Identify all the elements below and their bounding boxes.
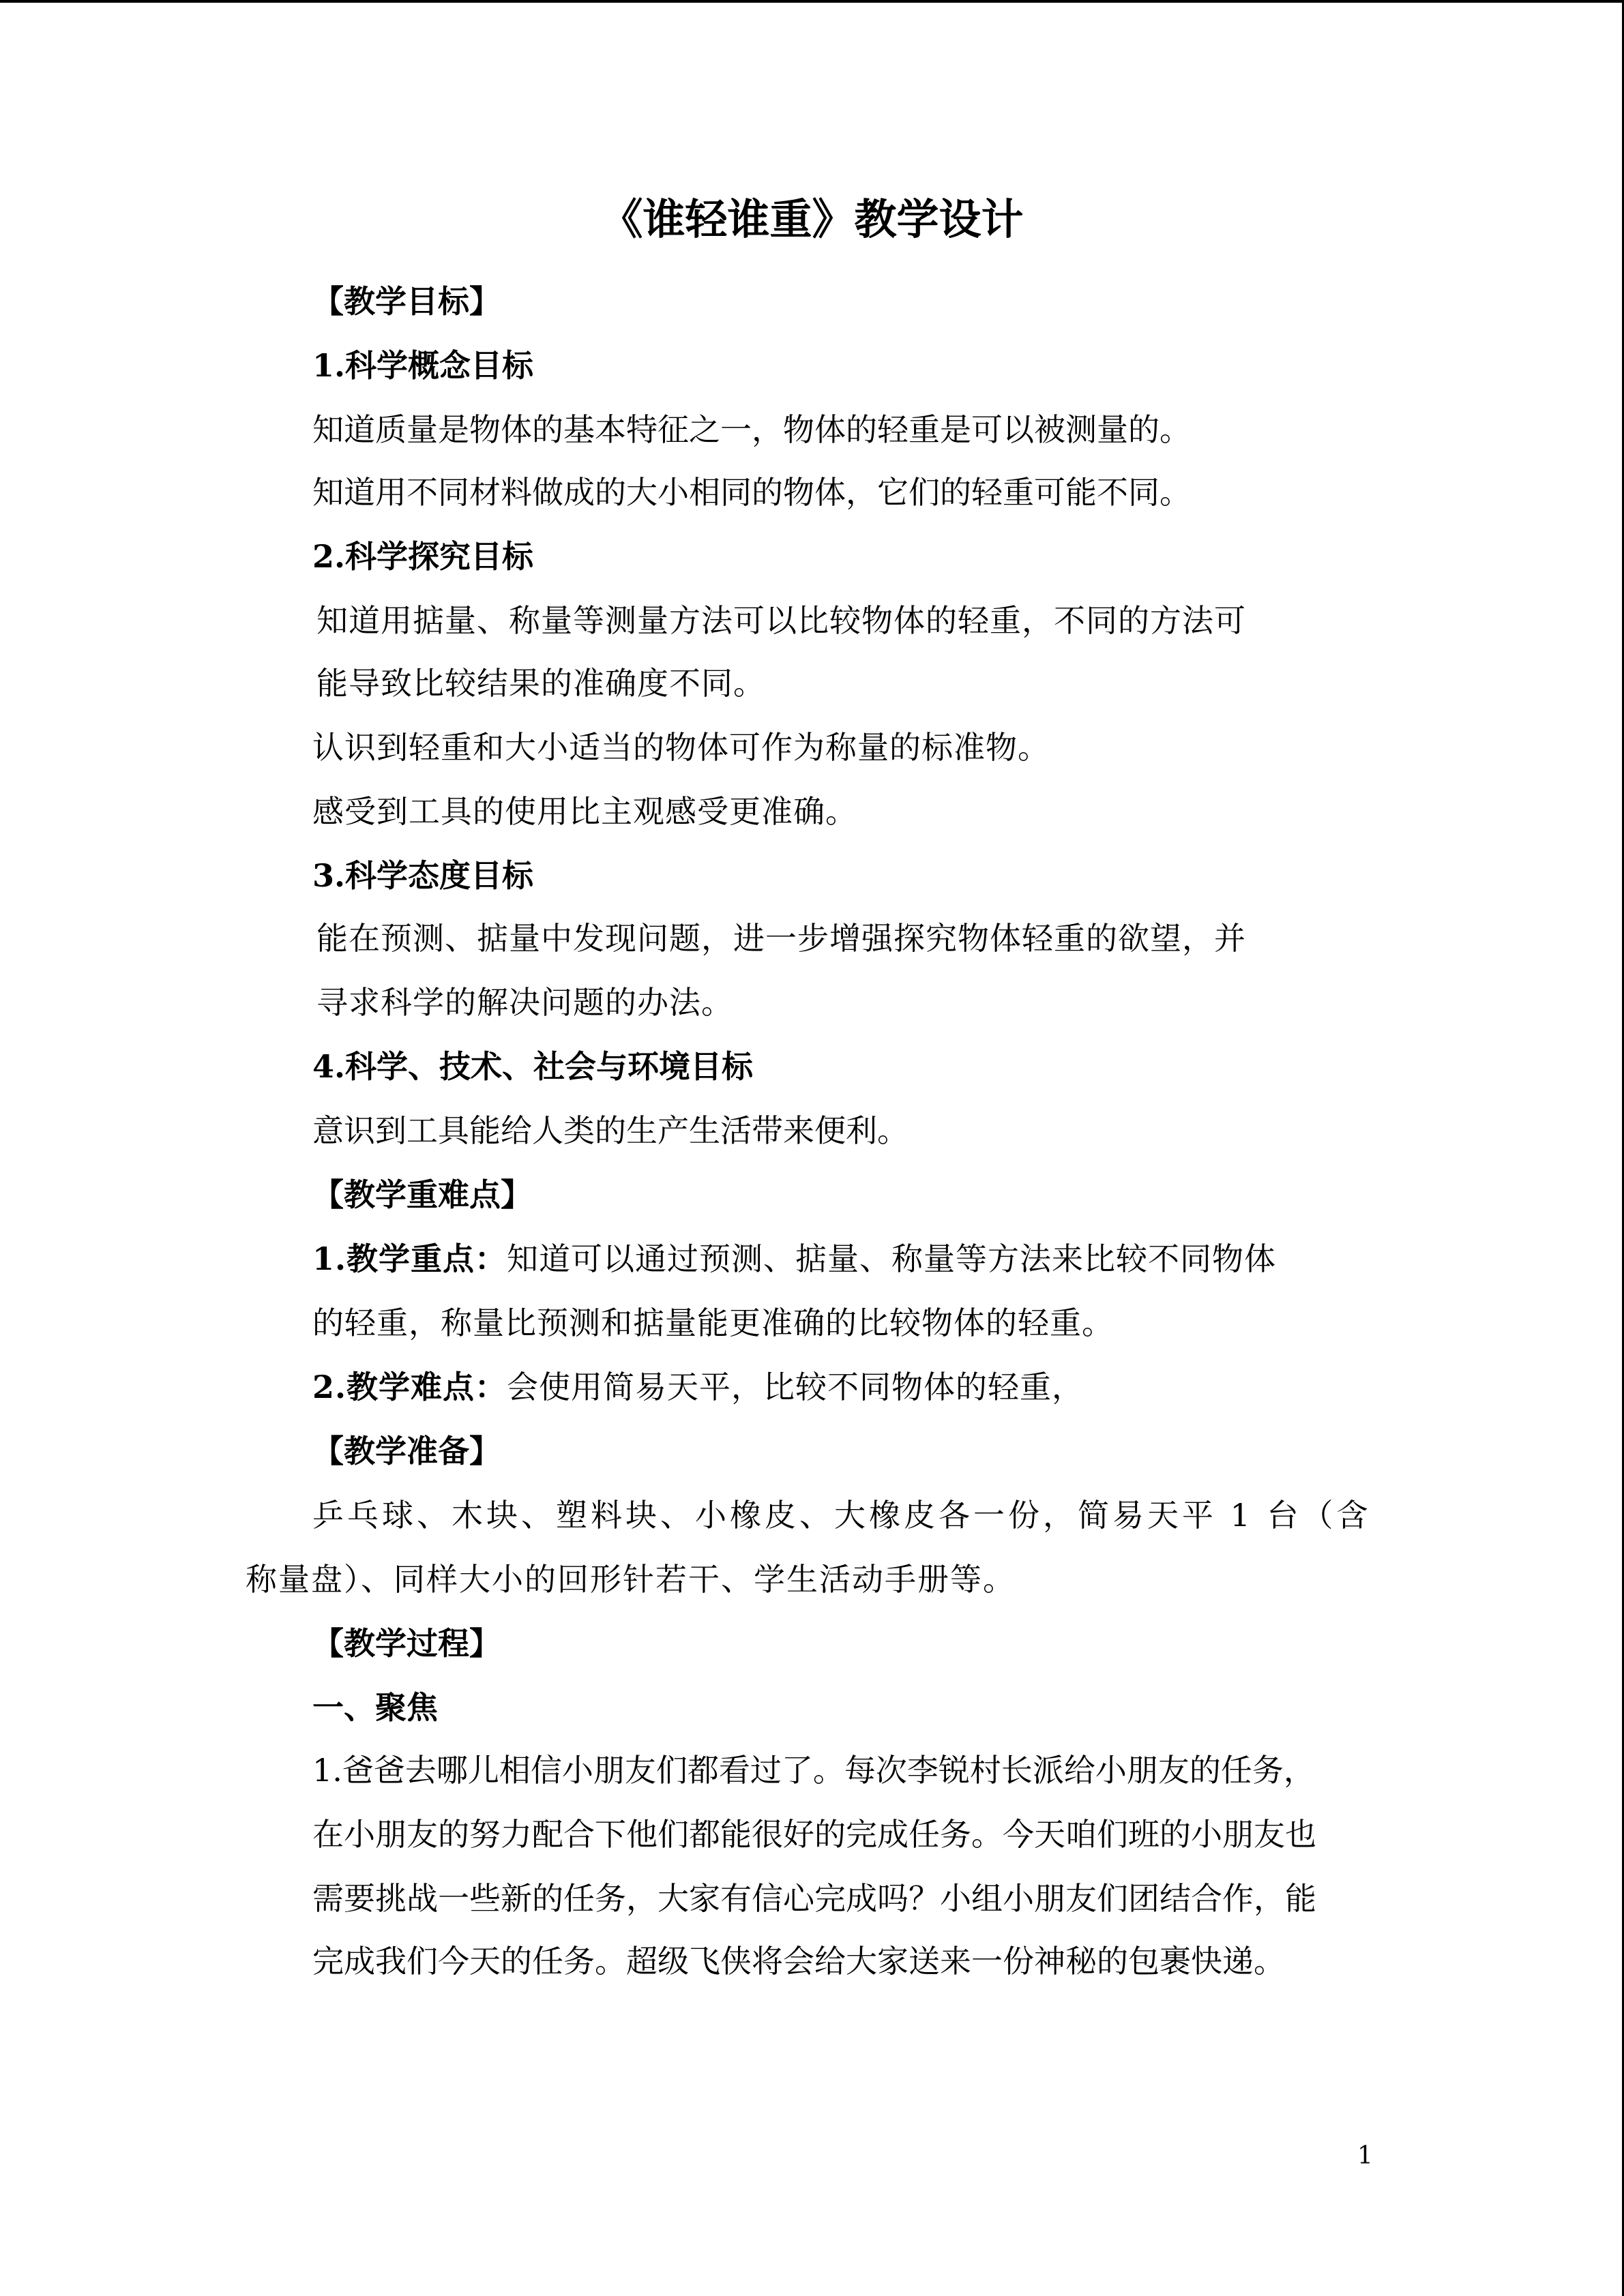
key-point-line-1	[312, 1238, 1276, 1279]
concept-heading: 1.科学概念目标	[312, 347, 534, 384]
focus-line-1: 1.爸爸去哪儿相信小朋友们都看过了。每次李锐村长派给小朋友的任务，	[312, 1752, 1315, 1789]
inquiry-heading: 2.科学探究目标	[312, 538, 534, 575]
difficult-point-line	[312, 1367, 1084, 1407]
page-top-border	[0, 0, 1624, 3]
preparation-line-1: 乒乓球、木块、塑料块、小橡皮、大橡皮各一份，简易天平 1 台（含	[312, 1497, 1372, 1534]
attitude-heading: 3.科学态度目标	[312, 857, 534, 894]
focus-line-3: 需要挑战一些新的任务，大家有信心完成吗？小组小朋友们团结合作，能	[312, 1880, 1316, 1917]
goals-heading: 【教学目标】	[312, 283, 501, 320]
inquiry-line-3: 认识到轻重和大小适当的物体可作为称量的标准物。	[312, 729, 1050, 766]
inquiry-line-1: 知道用掂量、称量等测量方法可以比较物体的轻重，不同的方法可	[316, 602, 1246, 639]
concept-line-1: 知道质量是物体的基本特征之一，物体的轻重是可以被测量的。	[312, 411, 1191, 448]
concept-line-2: 知道用不同材料做成的大小相同的物体，它们的轻重可能不同。	[312, 474, 1191, 511]
key-point-text-2: 的轻重，称量比预测和掂量能更准确的比较物体的轻重。	[312, 1304, 1114, 1341]
focus-line-4: 完成我们今天的任务。超级飞侠将会给大家送来一份神秘的包裹快递。	[312, 1943, 1285, 1980]
difficult-point-text: 会使用简易天平，比较不同物体的轻重，	[507, 1369, 1084, 1405]
page-number: 1	[1357, 2142, 1373, 2170]
stse-line-1: 意识到工具能给人类的生产生活带来便利。	[312, 1112, 909, 1149]
attitude-line-1: 能在预测、掂量中发现问题，进一步增强探究物体轻重的欲望，并	[316, 920, 1246, 957]
difficult-point-label: 2.教学难点：	[312, 1369, 507, 1405]
attitude-line-2: 寻求科学的解决问题的办法。	[316, 984, 733, 1021]
inquiry-line-2: 能导致比较结果的准确度不同。	[316, 665, 765, 702]
focus-heading: 一、聚焦	[312, 1689, 438, 1726]
preparation-heading: 【教学准备】	[312, 1433, 501, 1470]
key-point-label: 1.教学重点：	[312, 1240, 507, 1277]
focus-line-2: 在小朋友的努力配合下他们都能很好的完成任务。今天咱们班的小朋友也	[312, 1816, 1316, 1853]
stse-heading: 4.科学、技术、社会与环境目标	[312, 1048, 754, 1085]
document-title: 《谁轻谁重》教学设计	[600, 194, 1024, 244]
key-points-heading: 【教学重难点】	[312, 1176, 532, 1213]
preparation-line-2: 称量盘）、同样大小的回形针若干、学生活动手册等。	[246, 1561, 1016, 1598]
inquiry-line-4: 感受到工具的使用比主观感受更准确。	[312, 793, 857, 830]
process-heading: 【教学过程】	[312, 1625, 501, 1662]
key-point-text-1: 知道可以通过预测、掂量、称量等方法来比较不同物体	[507, 1240, 1277, 1277]
